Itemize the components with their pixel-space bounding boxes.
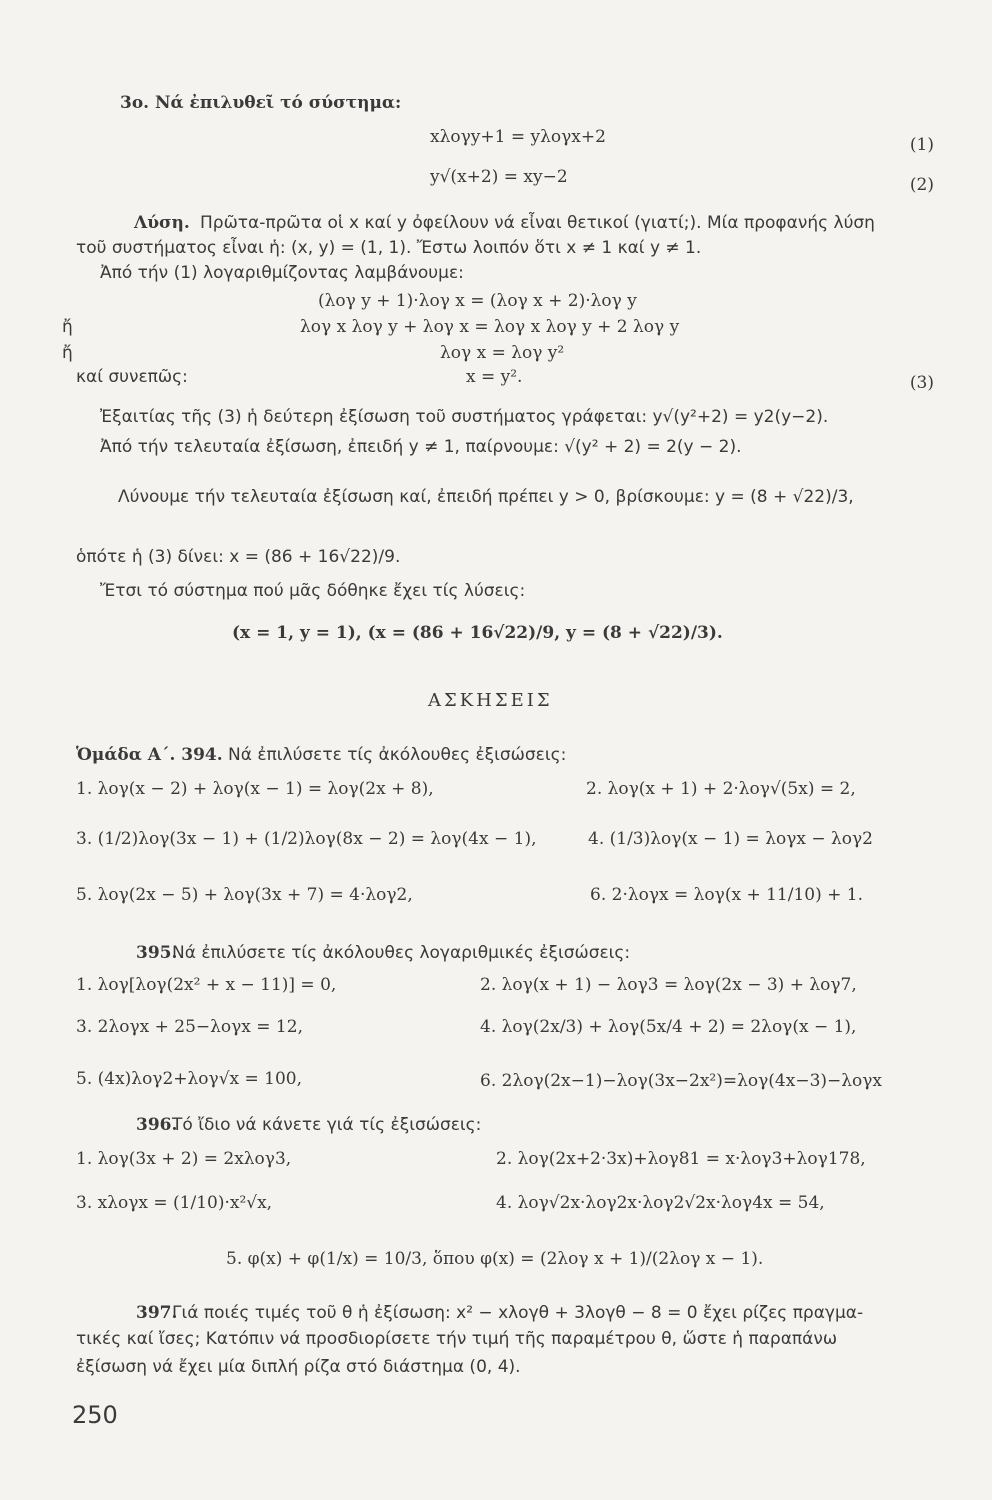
derivation-3: λογ x = λογ y² <box>440 343 565 363</box>
line-solving: Λύνουμε τήν τελευταία ἐξίσωση καί, ἐπειδή πρέπει y > 0, βρίσκουμε: y = (8 + √22)/3, <box>118 487 854 507</box>
exercise-395-item-1: 1. λογ[λογ(2x² + x − 11)] = 0, <box>76 975 337 995</box>
exercise-394-item-1: 1. λογ(x − 2) + λογ(x − 1) = λογ(2x + 8), <box>76 779 434 799</box>
exercise-394-item-5: 5. λογ(2x − 5) + λογ(3x + 7) = 4·λογ2, <box>76 885 413 905</box>
or-2: ἤ <box>62 343 73 363</box>
exercise-396-item-5: 5. φ(x) + φ(1/x) = 10/3, ὅπου φ(x) = (2λογ x + 1)/(2λογ x − 1). <box>226 1249 764 1269</box>
derivation-1: (λογ y + 1)·λογ x = (λογ x + 2)·λογ y <box>318 291 637 311</box>
equation-2: y√(x+2) = xy−2 <box>430 167 568 187</box>
exercise-395-intro: Νά ἐπιλύσετε τίς ἀκόλουθες λογαριθμικές ἐξισώσεις: <box>172 943 631 963</box>
exercise-394-intro: Νά ἐπιλύσετε τίς ἀκόλουθες ἐξισώσεις: <box>228 745 567 765</box>
derivation-2: λογ x λογ y + λογ x = λογ x λογ y + 2 λογ y <box>300 317 680 337</box>
exercise-394-item-3: 3. (1/2)λογ(3x − 1) + (1/2)λογ(8x − 2) = λογ(4x − 1), <box>76 829 537 849</box>
exercise-396-intro: Τό ἴδιο νά κάνετε γιά τίς ἐξισώσεις: <box>172 1115 482 1135</box>
exercise-395-item-3: 3. 2λογx + 25−λογx = 12, <box>76 1017 303 1037</box>
exercise-396-item-3: 3. xλογx = (1/10)·x²√x, <box>76 1193 273 1213</box>
solutions: (x = 1, y = 1), (x = (86 + 16√22)/9, y = (8 + √22)/3). <box>232 623 723 643</box>
line-then: ὁπότε ἡ (3) δίνει: x = (86 + 16√22)/9. <box>76 547 401 567</box>
equation-3-number: (3) <box>909 373 934 393</box>
exercises-heading: ΑΣΚΗΣΕΙΣ <box>428 690 553 711</box>
equation-1: xλογy+1 = yλογx+2 <box>430 127 606 147</box>
and-therefore: καί συνεπῶς: <box>76 367 188 387</box>
exercise-396-title: 396. <box>136 1115 178 1135</box>
solution-line-3: Ἀπό τήν (1) λογαριθμίζοντας λαμβάνουμε: <box>100 263 464 283</box>
exercise-394-item-6: 6. 2·λογx = λογ(x + 11/10) + 1. <box>590 885 863 905</box>
solution-line-2: τοῦ συστήματος εἶναι ἡ: (x, y) = (1, 1). Ἔστω λοιπόν ὅτι x ≠ 1 καί y ≠ 1. <box>76 238 702 258</box>
exercise-397-line-1: Γιά ποιές τιμές τοῦ θ ἡ ἐξίσωση: x² − xλογθ + 3λογθ − 8 = 0 ἔχει ρίζες πραγμα- <box>172 1303 864 1323</box>
exercise-396-item-2: 2. λογ(2x+2·3x)+λογ81 = x·λογ3+λογ178, <box>496 1149 866 1169</box>
exercise-397-line-3: ἐξίσωση νά ἔχει μία διπλή ρίζα στό διάστημα (0, 4). <box>76 1357 521 1377</box>
exercise-396-item-4: 4. λογ√2x·λογ2x·λογ2√2x·λογ4x = 54, <box>496 1193 825 1213</box>
equation-2-number: (2) <box>909 175 934 195</box>
exercise-395-item-6: 6. 2λογ(2x−1)−λογ(3x−2x²)=λογ(4x−3)−λογx <box>480 1071 883 1091</box>
exercise-394-item-2: 2. λογ(x + 1) + 2·λογ√(5x) = 2, <box>586 779 856 799</box>
exercise-396-item-1: 1. λογ(3x + 2) = 2xλογ3, <box>76 1149 292 1169</box>
solution-line-1: Πρῶτα-πρῶτα οἱ x καί y ὀφείλουν νά εἶναι θετικοί (γιατί;). Μία προφανής λύση <box>200 213 875 233</box>
solution-label: Λύση. <box>134 213 190 233</box>
equation-1-number: (1) <box>909 135 934 155</box>
exercise-395-item-5: 5. (4x)λογ2+λογ√x = 100, <box>76 1069 303 1089</box>
exercise-395-item-4: 4. λογ(2x/3) + λογ(5x/4 + 2) = 2λογ(x − 1), <box>480 1017 857 1037</box>
page-number: 250 <box>72 1401 118 1429</box>
exercise-397-title: 397. <box>136 1303 178 1323</box>
exercise-394-title: Ὁμάδα Α΄. 394. <box>76 745 223 765</box>
problem-title: 3ο. Νά ἐπιλυθεῖ τό σύστημα: <box>120 93 402 113</box>
exercise-395-title: 395. <box>136 943 178 963</box>
or-1: ἤ <box>62 317 73 337</box>
derivation-4: x = y². <box>466 367 523 387</box>
exercise-394-item-4: 4. (1/3)λογ(x − 1) = λογx − λογ2 <box>588 829 873 849</box>
exercise-397-line-2: τικές καί ἴσες; Κατόπιν νά προσδιορίσετε τήν τιμή τῆς παραμέτρου θ, ὥστε ἡ παραπάνω <box>76 1329 838 1349</box>
line-from-last: Ἀπό τήν τελευταία ἐξίσωση, ἐπειδή y ≠ 1, παίρνουμε: √(y² + 2) = 2(y − 2). <box>100 437 742 457</box>
line-so: Ἔτσι τό σύστημα πού μᾶς δόθηκε ἔχει τίς λύσεις: <box>100 581 526 601</box>
line-because: Ἐξαιτίας τῆς (3) ἡ δεύτερη ἐξίσωση τοῦ συστήματος γράφεται: y√(y²+2) = y2(y−2). <box>100 407 829 427</box>
exercise-395-item-2: 2. λογ(x + 1) − λογ3 = λογ(2x − 3) + λογ7, <box>480 975 857 995</box>
